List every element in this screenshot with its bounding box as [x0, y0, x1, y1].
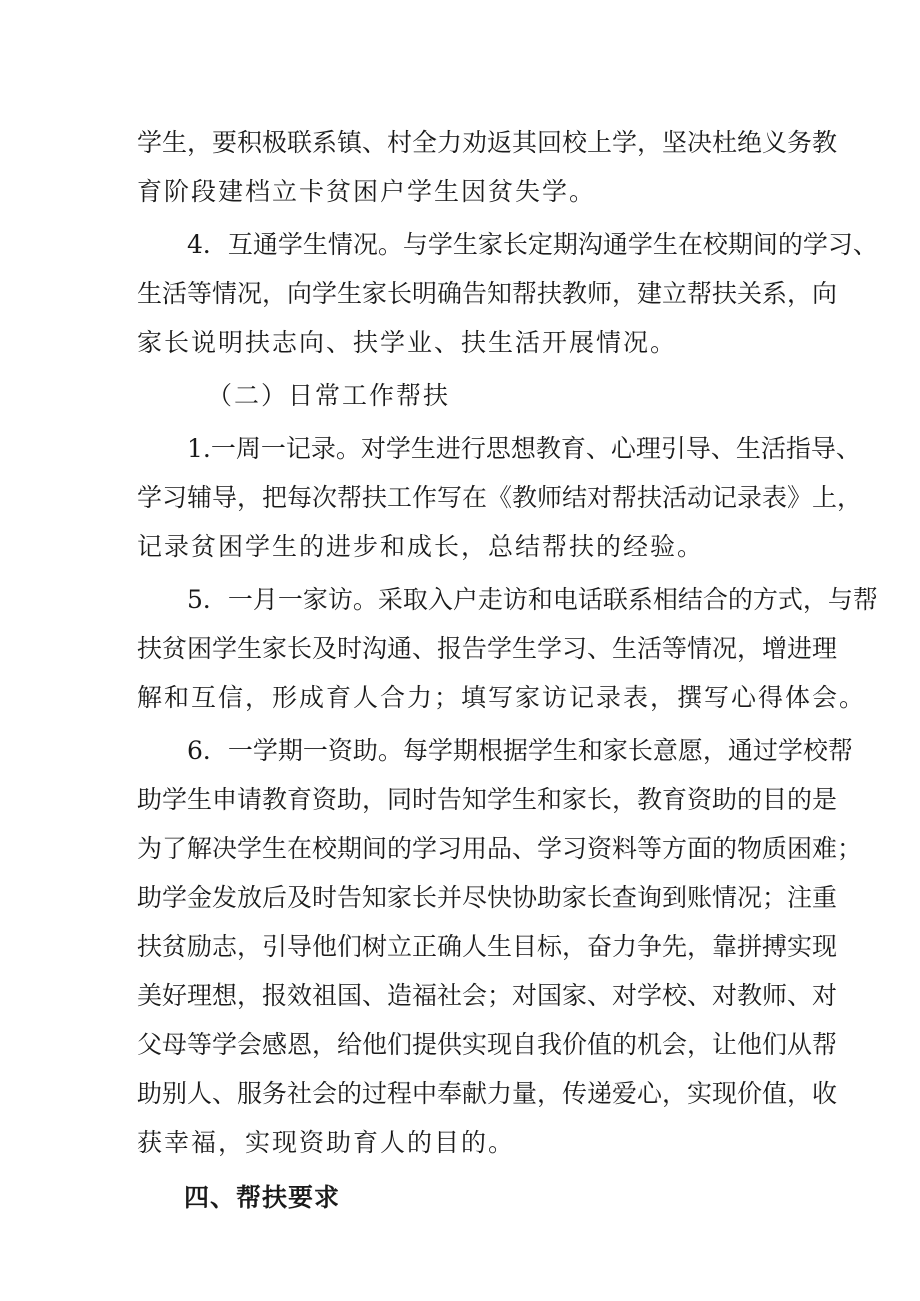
- text-line: 助学金发放后及时告知家长并尽快协助家长查询到账情况；注重: [137, 883, 838, 912]
- text-line: 扶贫励志，引导他们树立正确人生目标，奋力争先，靠拼搏实现: [137, 932, 838, 961]
- paragraph-item-4: [137, 220, 878, 367]
- text-line: 助别人、服务社会的过程中奉献力量，传递爱心，实现价值，收: [137, 1079, 838, 1108]
- subheading-text: （二）日常工作帮扶: [207, 381, 451, 410]
- text-line: 家长说明扶志向、扶学业、扶生活开展情况。: [137, 328, 678, 357]
- text-line: 生活等情况，向学生家长明确告知帮扶教师，建立帮扶关系，向: [137, 279, 838, 308]
- text-line: 1.一周一记录。对学生进行思想教育、心理引导、生活指导、: [187, 434, 861, 463]
- text-line: 父母等学会感恩，给他们提供实现自我价值的机会，让他们从帮: [137, 1030, 838, 1059]
- paragraph-item-5: [137, 575, 878, 722]
- text-line: 育阶段建档立卡贫困户学生因贫失学。: [137, 177, 597, 206]
- text-line: 获幸福，实现资助育人的目的。: [137, 1128, 516, 1157]
- text-line: 学生，要积极联系镇、村全力劝返其回校上学，坚决杜绝义务教: [137, 128, 838, 157]
- subheading: [137, 371, 797, 420]
- text-line: 为了解决学生在校期间的学习用品、学习资料等方面的物质困难；: [137, 834, 863, 863]
- text-line: 助学生申请教育资助，同时告知学生和家长，教育资助的目的是: [137, 785, 838, 814]
- paragraph-continuation: [137, 118, 838, 216]
- text-line: 4．互通学生情况。与学生家长定期沟通学生在校期间的学习、: [187, 230, 878, 259]
- text-line: 6．一学期一资助。每学期根据学生和家长意愿，通过学校帮: [187, 736, 853, 765]
- document-body: [137, 118, 878, 1222]
- section-heading: 四、帮扶要求: [184, 1183, 341, 1212]
- paragraph-item-6: [137, 726, 863, 1167]
- paragraph-item-1: [137, 424, 863, 571]
- text-line: 美好理想，报效祖国、造福社会；对国家、对学校、对教师、对: [137, 981, 838, 1010]
- text-line: 扶贫困学生家长及时沟通、报告学生学习、生活等情况，增进理: [137, 634, 838, 663]
- text-line: 记录贫困学生的进步和成长，总结帮扶的经验。: [137, 532, 705, 561]
- text-line: 解和互信，形成育人合力；填写家访记录表，撰写心得体会。: [137, 683, 867, 712]
- text-line: 学习辅导，把每次帮扶工作写在《教师结对帮扶活动记录表》上，: [137, 483, 863, 512]
- text-line: 5．一月一家访。采取入户走访和电话联系相结合的方式，与帮: [187, 585, 878, 614]
